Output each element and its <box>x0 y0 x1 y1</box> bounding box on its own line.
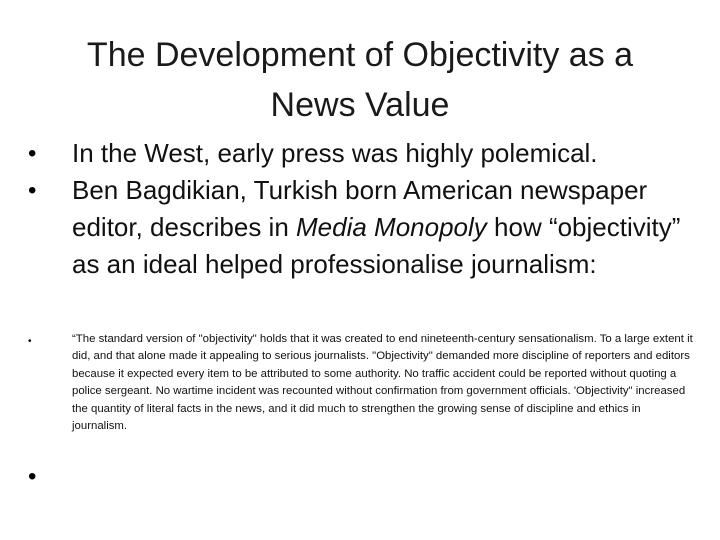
bullet-text-2-lead: Ben Bagdikian, Turkish born American newspaper editor, describes in <box>72 175 648 242</box>
bullet-dot-icon: • <box>28 177 37 204</box>
slide-title-line-1: The Development of Objectivity as a <box>86 36 634 74</box>
slide-title <box>40 30 680 130</box>
bullet-text-2 <box>72 172 712 283</box>
bullet-text-2-tail: how “objectivity” as an ideal helped professionalise journalism: <box>72 212 681 279</box>
bullet-text-1: In the West, early press was highly polemical. <box>72 138 598 168</box>
bullet-dot-icon: • <box>28 336 32 347</box>
bagdikian-quote: “The standard version of "objectivity" holds that it was created to end nineteenth-century sensationalism. To a large extent it did, and that alone made it appealing to serious journalists. "Objectivity" demanded more discipline of reporters and editors because it expected every item to be attributed to some authority. No traffic accident could be reported without quoting a police sergeant. No wartime incident was recounted without confirmation from government officials. 'Objectivity" increased the quantity of literal facts in the news, and it did much to strengthen the growing sense of discipline and ethics in journalism. <box>72 333 693 433</box>
bullet-dot-icon: • <box>28 140 37 167</box>
bullet-dot-icon: • <box>28 463 37 490</box>
slide-title-line-2: News Value <box>270 86 450 124</box>
book-title-media-monopoly: Media Monopoly <box>296 212 487 242</box>
